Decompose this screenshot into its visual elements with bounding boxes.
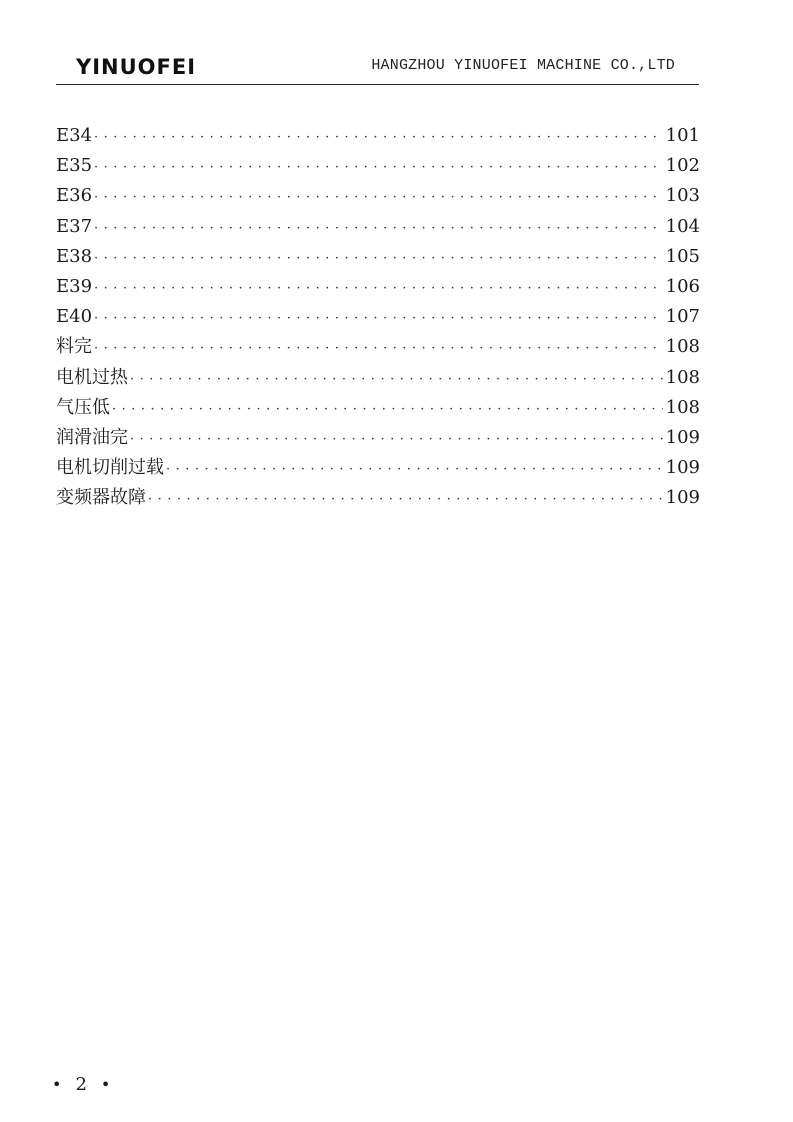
dot-leader xyxy=(94,186,663,210)
toc-entry-motor-cutting-overload[interactable] xyxy=(56,456,700,486)
page-footer xyxy=(52,1074,110,1095)
toc-entry-e35[interactable] xyxy=(56,154,700,184)
footer-bullet-left: • xyxy=(52,1075,62,1094)
toc-entry-label: 润滑油完 xyxy=(56,426,128,448)
toc-entry-page: 108 xyxy=(665,366,700,388)
toc-entry-e40[interactable] xyxy=(56,305,700,335)
dot-leader xyxy=(130,428,663,452)
page-header xyxy=(56,52,699,85)
toc-entry-label: E35 xyxy=(56,155,93,177)
toc-entry-low-air-pressure[interactable] xyxy=(56,396,700,426)
footer-bullet-right: • xyxy=(100,1075,111,1094)
dot-leader xyxy=(94,247,663,271)
dot-leader xyxy=(94,126,663,150)
toc-entry-page: 101 xyxy=(665,125,700,146)
dot-leader xyxy=(148,488,663,512)
toc-entry-page: 104 xyxy=(665,215,700,237)
dot-leader xyxy=(94,307,663,331)
toc-entry-page: 102 xyxy=(665,155,700,177)
toc-entry-page: 108 xyxy=(665,396,700,418)
toc-entry-label: E36 xyxy=(56,185,93,207)
dot-leader xyxy=(94,277,663,301)
toc-entry-page: 109 xyxy=(665,426,700,448)
toc-entry-label: 变频器故障 xyxy=(56,487,146,509)
brand-logo: YINUOFEI xyxy=(76,55,197,79)
company-name: HANGZHOU YINUOFEI MACHINE CO.,LTD xyxy=(371,57,675,74)
toc-entry-inverter-fault[interactable] xyxy=(56,486,700,516)
toc-entry-page: 109 xyxy=(665,457,700,479)
toc-entry-label: 电机切削过载 xyxy=(56,457,164,479)
dot-leader xyxy=(94,217,663,241)
toc-entry-label: E39 xyxy=(56,275,93,297)
dot-leader xyxy=(130,368,663,392)
toc-entry-label: 料完 xyxy=(56,336,92,358)
toc-entry-label: E38 xyxy=(56,245,93,267)
toc-entry-page: 106 xyxy=(665,275,700,297)
dot-leader xyxy=(112,398,663,422)
toc-entry-label: E34 xyxy=(56,125,93,146)
toc-entry-label: E40 xyxy=(56,306,93,328)
toc-entry-page: 105 xyxy=(665,245,700,267)
toc-entry-page: 107 xyxy=(665,306,700,328)
toc-entry-lubricant-out[interactable] xyxy=(56,426,700,456)
table-of-contents xyxy=(56,124,700,516)
toc-entry-e39[interactable] xyxy=(56,275,700,305)
toc-entry-page: 103 xyxy=(665,185,700,207)
toc-entry-e37[interactable] xyxy=(56,215,700,245)
dot-leader xyxy=(94,337,663,361)
toc-entry-label: 气压低 xyxy=(56,396,110,418)
toc-entry-material-out[interactable] xyxy=(56,335,700,365)
toc-entry-label: E37 xyxy=(56,215,93,237)
toc-entry-e36[interactable] xyxy=(56,184,700,214)
dot-leader xyxy=(94,156,663,180)
toc-entry-e34[interactable] xyxy=(56,124,700,154)
toc-entry-label: 电机过热 xyxy=(56,366,128,388)
dot-leader xyxy=(166,458,663,482)
page-number: 2 xyxy=(75,1074,87,1095)
toc-entry-motor-overheat[interactable] xyxy=(56,366,700,396)
toc-entry-page: 109 xyxy=(665,487,700,509)
toc-entry-page: 108 xyxy=(665,336,700,358)
toc-entry-e38[interactable] xyxy=(56,245,700,275)
